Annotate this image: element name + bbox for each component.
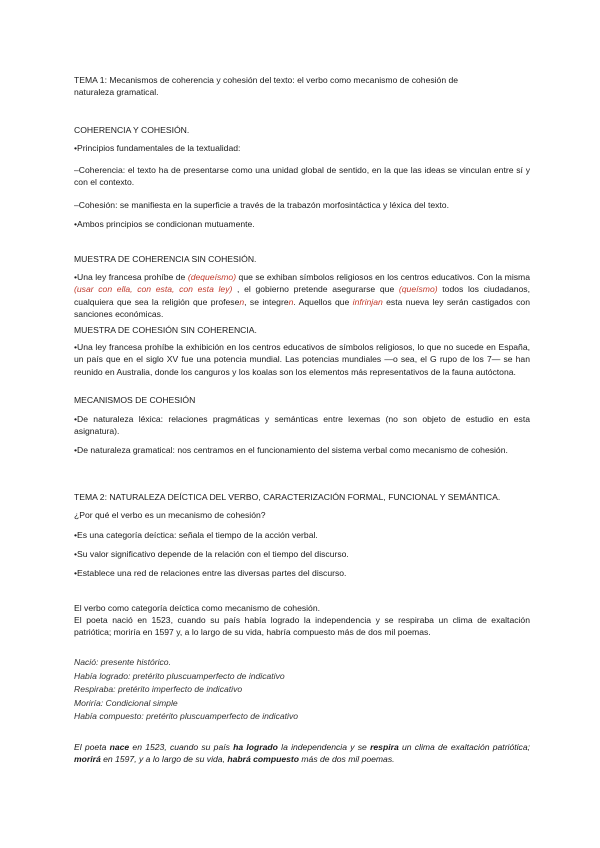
final-verb: ha logrado <box>233 742 278 752</box>
analisis-list <box>74 656 530 724</box>
coherencia-heading: COHERENCIA Y COHESIÓN. <box>74 125 190 135</box>
final-verb: morirá <box>74 754 101 765</box>
final-text: en 1523, cuando su país <box>129 742 234 752</box>
tema1-title <box>74 74 530 99</box>
analisis-item: Moriría: Condicional simple <box>74 697 178 708</box>
final-text: un clima de exaltación patriótica; <box>398 742 531 752</box>
muestra2-paragraph: •Una ley francesa prohíbe la exhibición en los centros educativos de símbolos religiosos, lo que no sucede en España, un país que en el siglo XV fue una potencia mundial. Las potencias mundiales —o sea, el G rupo de los 7— se han reunido en Australia, donde los canguros y los koalas son los elementos más representativos de la fauna autóctona. <box>74 342 530 377</box>
final-verb: respira <box>370 742 399 752</box>
final-verb: nace <box>109 742 130 752</box>
mecanismos-heading: MECANISMOS DE COHESIÓN <box>74 395 196 405</box>
final-text: más de dos mil poemas. <box>299 754 395 765</box>
muestra1-paragraph <box>74 271 530 321</box>
muestra1-correction: n <box>288 296 294 307</box>
muestra1-text: •Una ley francesa prohíbe de <box>74 272 188 282</box>
analisis-item: Nació: presente histórico. <box>74 657 171 667</box>
tema2-bullet-2: •Su valor significativo depende de la relación con el tiempo del discurso. <box>74 549 349 559</box>
coherencia-definition: –Coherencia: el texto ha de presentarse como una unidad global de sentido, en la que las ideas se vinculan entre sí y con el contexto. <box>74 165 530 188</box>
muestra2-heading: MUESTRA DE COHESIÓN SIN COHERENCIA. <box>74 325 257 335</box>
cohesion-definition: –Cohesión: se manifiesta en la superficie a través de la trabazón morfosintáctica y léxica del texto. <box>74 200 449 210</box>
tema1-title-line2: naturaleza gramatical. <box>74 87 159 98</box>
tema1-title-line1: TEMA 1: Mecanismos de coherencia y cohesión del texto: el verbo como mecanismo de cohesión de <box>74 75 459 85</box>
muestra1-correction: (dequeísmo) <box>187 272 237 282</box>
ambos-bullet: •Ambos principios se condicionan mutuamente. <box>74 219 255 229</box>
mecanismos-lexica: •De naturaleza léxica: relaciones pragmáticas y semánticas entre lexemas (no son objeto de estudio en esta asignatura). <box>74 414 530 437</box>
muestra1-text: , el gobierno pretende asegurarse que <box>232 284 399 295</box>
muestra1-text: que se exhiban símbolos religiosos en los centros educativos. Con la misma <box>236 272 530 282</box>
final-text: en 1597, y a lo largo de su vida, <box>100 754 228 765</box>
muestra1-text: . Aquellos que <box>293 296 353 307</box>
tema2-question: ¿Por qué el verbo es un mecanismo de cohesión? <box>74 510 266 520</box>
analisis-item: Había logrado: pretérito pluscuamperfecto de indicativo <box>74 670 285 681</box>
final-text: la independencia y se <box>277 742 371 752</box>
muestra1-correction: n <box>239 296 245 307</box>
tema2-bullet-1: •Es una categoría deíctica: señala el tiempo de la acción verbal. <box>74 530 318 540</box>
ejemplo-paragraph: El poeta nació en 1523, cuando su país había logrado la independencia y se respiraba un clima de exaltación patriótica; moriría en 1597 y, a lo largo de su vida, habría compuesto más de dos mil poemas. <box>74 615 530 638</box>
tema2-heading: TEMA 2: NATURALEZA DEÍCTICA DEL VERBO, CARACTERIZACIÓN FORMAL, FUNCIONAL Y SEMÁNTICA. <box>74 492 501 502</box>
final-verb: habrá compuesto <box>227 754 299 765</box>
muestra1-text: esta nueva ley serán castigados con sanciones económicas. <box>74 296 530 320</box>
tema2-bullet-3: •Establece una red de relaciones entre las diversas partes del discurso. <box>74 568 347 578</box>
muestra1-correction: infrinjan <box>352 296 383 307</box>
muestra1-text: , se integre <box>244 296 289 307</box>
muestra1-correction: (queísmo) <box>398 284 438 295</box>
final-text: El poeta <box>74 742 110 752</box>
analisis-item: Respiraba: pretérito imperfecto de indicativo <box>74 684 243 694</box>
final-paragraph <box>74 741 530 766</box>
principios-bullet: •Principios fundamentales de la textualidad: <box>74 143 241 153</box>
muestra1-heading: MUESTRA DE COHERENCIA SIN COHESIÓN. <box>74 254 257 264</box>
muestra1-correction: (usar con ella, con esta, con esta ley) <box>74 284 233 295</box>
ejemplo-heading: El verbo como categoría deíctica como mecanismo de cohesión. <box>74 603 321 613</box>
mecanismos-gramatical: •De naturaleza gramatical: nos centramos en el funcionamiento del sistema verbal como mecanismo de cohesión. <box>74 445 508 455</box>
analisis-item: Había compuesto: pretérito pluscuamperfecto de indicativo <box>74 711 299 721</box>
muestra1-text: todos los ciudadanos, cualquiera que sea la religión que profese <box>74 284 530 307</box>
